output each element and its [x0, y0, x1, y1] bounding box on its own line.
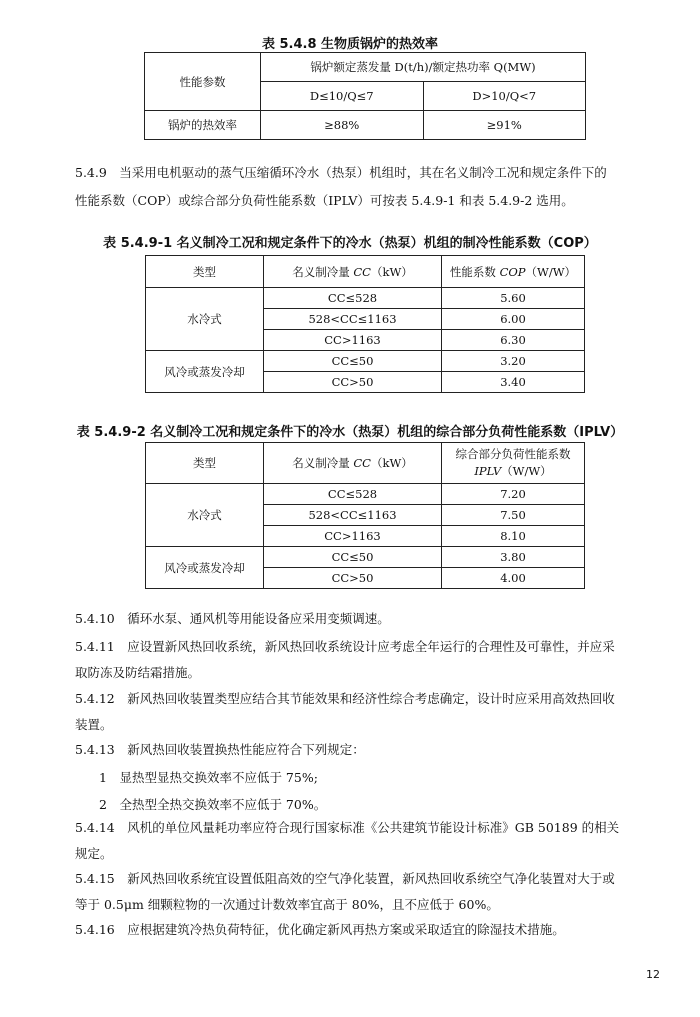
- header-capacity: 名义制冷量 CC（kW）: [264, 443, 442, 484]
- paragraph-5-4-12: 5.4.12 新风热回收装置类型应结合其节能效果和经济性综合考虑确定，设计时应采用高效热回收 装置。: [75, 691, 615, 732]
- header-group: 锅炉额定蒸发量 D(t/h)/额定热功率 Q(MW): [261, 53, 586, 82]
- list-item: 2 全热型全热交换效率不应低于 70%。: [99, 797, 327, 812]
- table-cell: 3.40: [442, 372, 585, 393]
- value-1: ≥88%: [261, 111, 424, 140]
- table-5-4-9-1: [145, 255, 585, 393]
- table-cell: CC≤528: [264, 288, 442, 309]
- table-cell: 6.30: [442, 330, 585, 351]
- table-5-4-8: [144, 52, 586, 140]
- header-iplv: 综合部分负荷性能系数 IPLV（W/W）: [442, 443, 585, 484]
- table-cell: 8.10: [442, 526, 585, 547]
- table-cell: 5.60: [442, 288, 585, 309]
- table-cell: 528<CC≤1163: [264, 505, 442, 526]
- table-cell: CC>50: [264, 372, 442, 393]
- paragraph-5-4-11: 5.4.11 应设置新风热回收系统，新风热回收系统设计应考虑全年运行的合理性及可靠性，并应采 取防冻及防结霜措施。: [75, 639, 615, 680]
- table-cell: 6.00: [442, 309, 585, 330]
- table-cell: CC≤50: [264, 547, 442, 568]
- list-item: 1 显热型显热交换效率不应低于 75%;: [99, 770, 318, 785]
- sub-header-2: D>10/Q<7: [423, 82, 586, 111]
- header-cop: 性能系数 COP（W/W）: [442, 256, 585, 288]
- table-cell: 3.80: [442, 547, 585, 568]
- table-cell: CC≤50: [264, 351, 442, 372]
- paragraph-5-4-16: 5.4.16 应根据建筑冷热负荷特征，优化确定新风再热方案或采取适宜的除湿技术措施。: [75, 922, 565, 937]
- paragraph-5-4-14: 5.4.14 风机的单位风量耗功率应符合现行国家标准《公共建筑节能设计标准》GB 50189 的相关 规定。: [75, 820, 620, 861]
- paragraph-5-4-9: 5.4.9 当采用电机驱动的蒸气压缩循环冷水（热泵）机组时，其在名义制冷工况和规定条件下的 性能系数（COP）或综合部分负荷性能系数（IPLV）可按表 5.4.9-1 和表 5.4.9-2 选用。: [75, 165, 607, 208]
- table-5-4-9-2: [145, 442, 585, 589]
- table-cell: CC≤528: [264, 484, 442, 505]
- group-air: 风冷或蒸发冷却: [146, 351, 264, 393]
- paragraph-5-4-13: 5.4.13 新风热回收装置换热性能应符合下列规定：: [75, 742, 365, 757]
- header-param: 性能参数: [145, 53, 261, 111]
- group-water: 水冷式: [146, 484, 264, 547]
- table-cell: CC>1163: [264, 526, 442, 547]
- table-5-4-8-caption: 表 5.4.8 生物质锅炉的热效率: [261, 37, 439, 52]
- page-number: 12: [646, 968, 660, 981]
- table-5-4-9-2-caption: 表 5.4.9-2 名义制冷工况和规定条件下的冷水（热泵）机组的综合部分负荷性能系数（IPLV）: [76, 425, 624, 440]
- paragraph-5-4-15: 5.4.15 新风热回收系统宜设置低阻高效的空气净化装置，新风热回收系统空气净化装置对大于或 等于 0.5μm 细颗粒物的一次通过计数效率宜高于 80%，且不应低于 60%。: [75, 871, 615, 912]
- group-water: 水冷式: [146, 288, 264, 351]
- table-cell: 528<CC≤1163: [264, 309, 442, 330]
- table-cell: 7.20: [442, 484, 585, 505]
- header-capacity: 名义制冷量 CC（kW）: [264, 256, 442, 288]
- header-type: 类型: [146, 443, 264, 484]
- table-5-4-9-1-caption: 表 5.4.9-1 名义制冷工况和规定条件下的冷水（热泵）机组的制冷性能系数（COP）: [103, 236, 597, 251]
- paragraph-5-4-10: 5.4.10 循环水泵、通风机等用能设备应采用变频调速。: [75, 611, 390, 626]
- sub-header-1: D≤10/Q≤7: [261, 82, 424, 111]
- table-cell: 7.50: [442, 505, 585, 526]
- group-air: 风冷或蒸发冷却: [146, 547, 264, 589]
- table-cell: 3.20: [442, 351, 585, 372]
- table-cell: 4.00: [442, 568, 585, 589]
- table-cell: CC>50: [264, 568, 442, 589]
- value-2: ≥91%: [423, 111, 586, 140]
- row-label: 锅炉的热效率: [145, 111, 261, 140]
- header-type: 类型: [146, 256, 264, 288]
- table-cell: CC>1163: [264, 330, 442, 351]
